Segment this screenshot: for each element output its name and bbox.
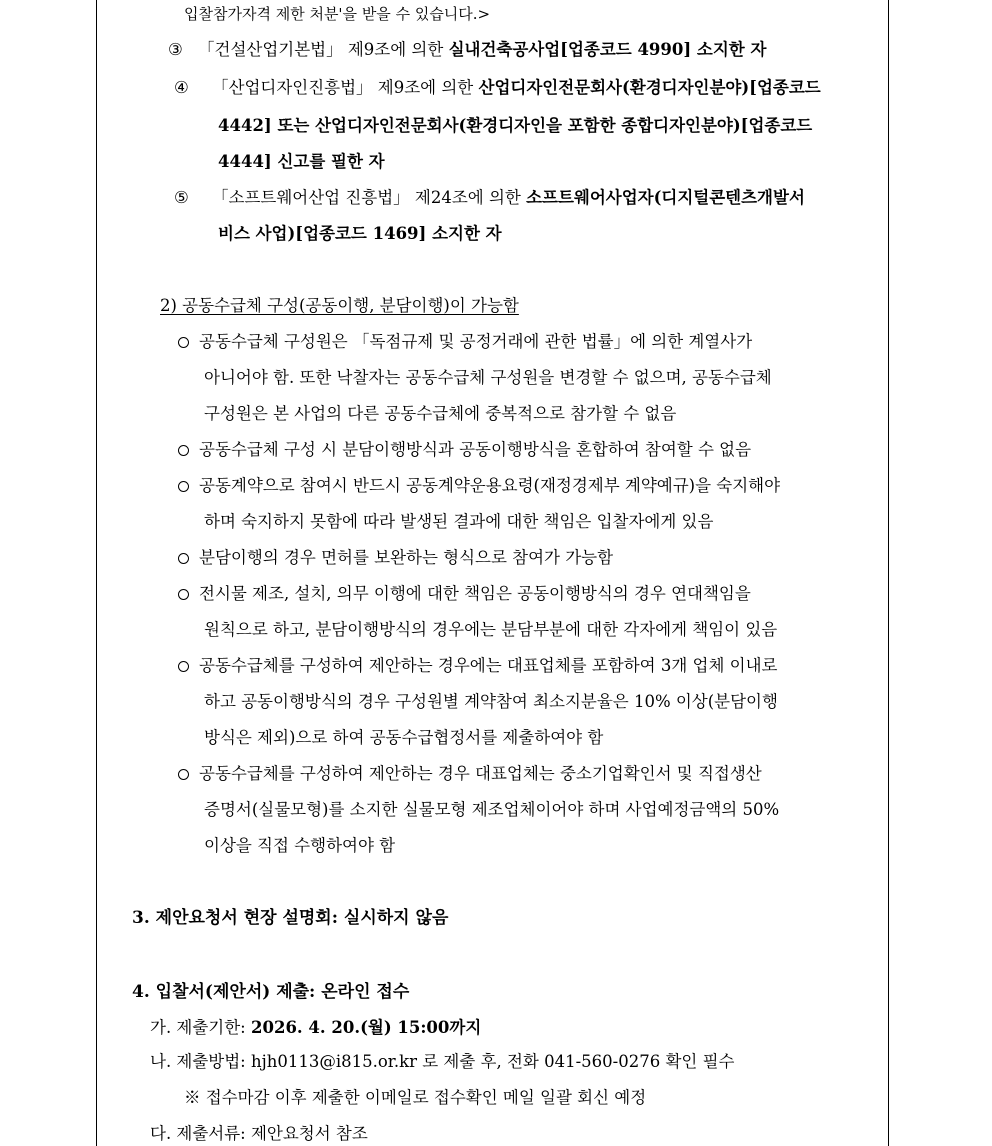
circle-bullet-icon bbox=[178, 553, 189, 564]
bullet-text: 방식은 제외)으로 하여 공동수급협정서를 제출하여야 함 bbox=[204, 728, 604, 747]
submission-documents-line: 다. 제출서류: 제안요청서 참조 bbox=[150, 1124, 368, 1143]
bullet-text: 하고 공동이행방식의 경우 구성원별 계약참여 최소지분율은 10% 이상(분담이행 bbox=[204, 692, 778, 711]
document-frame bbox=[96, 0, 889, 1146]
submission-note: ※ 접수마감 이후 제출한 이메일로 접수확인 메일 일괄 회신 예정 bbox=[184, 1088, 647, 1107]
item-text: 「산업디자인진흥법」 제9조에 의한 bbox=[212, 78, 479, 97]
deadline-label: 가. 제출기한: bbox=[150, 1018, 251, 1037]
item-bold-text: 실내건축공사업[업종코드 4990] 소지한 자 bbox=[448, 40, 767, 59]
circle-bullet-icon bbox=[178, 445, 189, 456]
section-2-title: 2) 공동수급체 구성(공동이행, 분담이행)이 가능함 bbox=[160, 296, 519, 315]
circle-bullet-icon bbox=[178, 769, 189, 780]
bullet-text: 공동수급체 구성원은 「독점규제 및 공정거래에 관한 법률」에 의한 계열사가 bbox=[199, 332, 753, 351]
bullet-item bbox=[178, 438, 751, 462]
bullet-continuation bbox=[204, 690, 778, 714]
qualification-item-5 bbox=[174, 186, 805, 210]
bullet-continuation bbox=[204, 366, 772, 390]
bullet-text: 공동수급체를 구성하여 제안하는 경우 대표업체는 중소기업확인서 및 직접생산 bbox=[199, 764, 762, 783]
item-number: ④ bbox=[174, 78, 189, 97]
qualification-item-5-line2: 비스 사업)[업종코드 1469] 소지한 자 bbox=[218, 224, 502, 243]
bullet-text: 원칙으로 하고, 분담이행방식의 경우에는 분담부분에 대한 각자에게 책임이 있음 bbox=[204, 620, 778, 639]
item-bold-text: 산업디자인전문회사(환경디자인분야)[업종코드 bbox=[478, 78, 821, 97]
bullet-item bbox=[178, 474, 780, 498]
item-text: 「건설산업기본법」 제9조에 의한 bbox=[198, 40, 449, 59]
submission-method-line: 나. 제출방법: hjh0113@i815.or.kr 로 제출 후, 전화 041-560-0276 확인 필수 bbox=[150, 1052, 735, 1071]
circle-bullet-icon bbox=[178, 661, 189, 672]
bullet-continuation bbox=[204, 510, 713, 534]
bullet-item bbox=[178, 654, 777, 678]
top-note: 입찰참가자격 제한 처분'을 받을 수 있습니다.> bbox=[184, 5, 491, 23]
qualification-item-4 bbox=[174, 76, 821, 100]
bullet-text: 하며 숙지하지 못함에 따라 발생된 결과에 대한 책임은 입찰자에게 있음 bbox=[204, 512, 714, 531]
bullet-text: 분담이행의 경우 면허를 보완하는 형식으로 참여가 가능함 bbox=[199, 548, 614, 567]
section-3-heading: 3. 제안요청서 현장 설명회: 실시하지 않음 bbox=[132, 908, 449, 928]
bullet-continuation bbox=[204, 402, 676, 426]
deadline-line bbox=[150, 1016, 481, 1040]
bullet-item bbox=[178, 582, 751, 606]
circle-bullet-icon bbox=[178, 589, 189, 600]
bullet-continuation bbox=[204, 618, 777, 642]
item-number: ⑤ bbox=[174, 188, 189, 207]
deadline-value: 2026. 4. 20.(월) 15:00까지 bbox=[251, 1018, 482, 1037]
bullet-continuation bbox=[204, 834, 395, 858]
item-number: ③ bbox=[168, 40, 183, 59]
qualification-item-4-line2: 4442] 또는 산업디자인전문회사(환경디자인을 포함한 종합디자인분야)[업종코드 bbox=[218, 116, 813, 135]
bullet-text: 이상을 직접 수행하여야 함 bbox=[204, 836, 396, 855]
bullet-item bbox=[178, 546, 613, 570]
qualification-item-4-line3: 4444] 신고를 필한 자 bbox=[218, 152, 385, 171]
qualification-item-3 bbox=[168, 38, 766, 62]
circle-bullet-icon bbox=[178, 481, 189, 492]
bullet-text: 공동계약으로 참여시 반드시 공동계약운용요령(재정경제부 계약예규)을 숙지해야 bbox=[199, 476, 781, 495]
bullet-text: 전시물 제조, 설치, 의무 이행에 대한 책임은 공동이행방식의 경우 연대책임을 bbox=[199, 584, 751, 603]
bullet-text: 공동수급체 구성 시 분담이행방식과 공동이행방식을 혼합하여 참여할 수 없음 bbox=[199, 440, 752, 459]
item-bold-text: 소프트웨어사업자(디지털콘텐츠개발서 bbox=[526, 188, 805, 207]
item-text: 「소프트웨어산업 진흥법」 제24조에 의한 bbox=[212, 188, 527, 207]
bullet-text: 공동수급체를 구성하여 제안하는 경우에는 대표업체를 포함하여 3개 업체 이내로 bbox=[199, 656, 778, 675]
bullet-text: 증명서(실물모형)를 소지한 실물모형 제조업체이어야 하며 사업예정금액의 50% bbox=[204, 800, 780, 819]
bullet-item bbox=[178, 762, 762, 786]
circle-bullet-icon bbox=[178, 337, 189, 348]
section-4-heading: 4. 입찰서(제안서) 제출: 온라인 접수 bbox=[132, 982, 410, 1002]
bullet-text: 구성원은 본 사업의 다른 공동수급체에 중복적으로 참가할 수 없음 bbox=[204, 404, 677, 423]
bullet-continuation bbox=[204, 798, 779, 822]
bullet-continuation bbox=[204, 726, 603, 750]
bullet-item bbox=[178, 330, 752, 354]
bullet-text: 아니어야 함. 또한 낙찰자는 공동수급체 구성원을 변경할 수 없으며, 공동수급체 bbox=[204, 368, 772, 387]
